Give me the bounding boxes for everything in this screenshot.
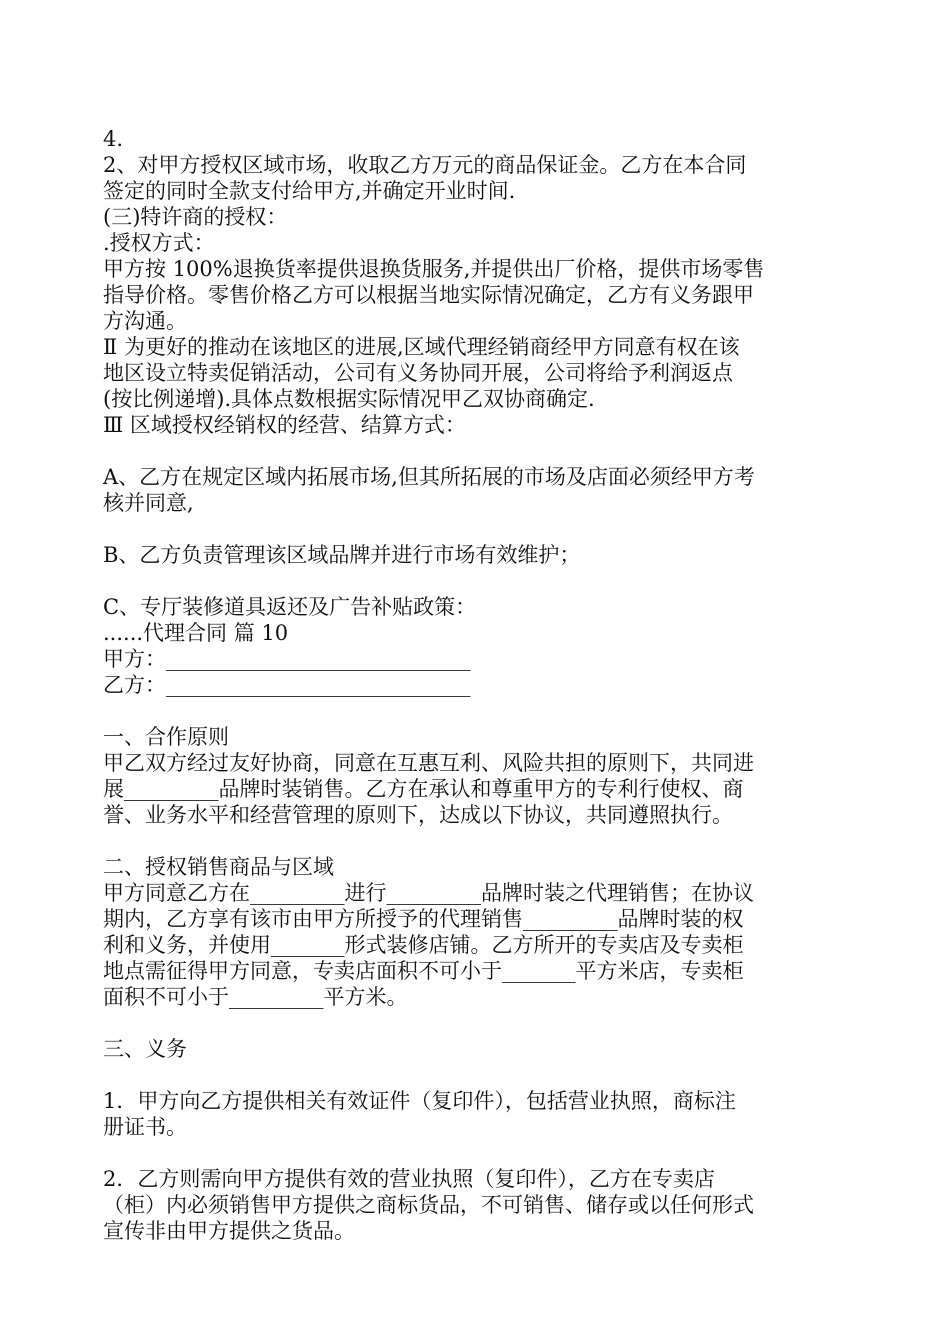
text-line: (三)特许商的授权： [103, 205, 288, 229]
text-line: 指导价格。零售价格乙方可以根据当地实际情况确定，乙方有义务跟甲 [103, 283, 754, 307]
blank-line [103, 438, 853, 464]
text-line: 展_________品牌时装销售。乙方在承认和尊重甲方的专利行使权、商 [103, 777, 744, 801]
text-line: 2．乙方则需向甲方提供有效的营业执照（复印件），乙方在专卖店 [103, 1167, 715, 1191]
text-line: 誉、业务水平和经营管理的原则下，达成以下协议，共同遵照执行。 [103, 803, 733, 827]
text-line: 1．甲方向乙方提供相关有效证件（复印件），包括营业执照，商标注 [103, 1089, 736, 1113]
text-line: C、专厅装修道具返还及广告补贴政策： [103, 595, 477, 619]
text-line: 乙方：_____________________________ [103, 673, 471, 697]
text-line: Ⅲ 区域授权经销权的经营、结算方式： [103, 413, 466, 437]
text-line: 签定的同时全款支付给甲方,并确定开业时间. [103, 179, 516, 203]
text-line: （柜）内必须销售甲方提供之商标货品，不可销售、储存或以任何形式 [103, 1193, 754, 1217]
text-line: 2、对甲方授权区域市场，收取乙方万元的商品保证金。乙方在本合同 [103, 153, 747, 177]
document-page [103, 126, 853, 1244]
blank-line [103, 1140, 853, 1166]
text-line: 期内，乙方享有该市由甲方所授予的代理销售_________品牌时装的权 [103, 907, 744, 931]
text-line: 核并同意, [103, 491, 194, 515]
text-line: 地点需征得甲方同意，专卖店面积不可小于_______平方米店，专卖柜 [103, 959, 744, 983]
blank-line [103, 1062, 853, 1088]
text-line: 方沟通。 [103, 309, 187, 333]
text-line: 甲方：_____________________________ [103, 647, 471, 671]
text-line: Ⅱ 为更好的推动在该地区的进展,区域代理经销商经甲方同意有权在该 [103, 335, 740, 359]
text-line: B、乙方负责管理该区域品牌并进行市场有效维护； [103, 543, 581, 567]
text-line: 利和义务，并使用_______形式装修店铺。乙方所开的专卖店及专卖柜 [103, 933, 744, 957]
text-line: (按比例递增).具体点数根据实际情况甲乙双协商确定. [103, 387, 595, 411]
text-line: 甲方同意乙方在_________进行_________品牌时装之代理销售；在协议 [103, 881, 754, 905]
text-line: 一、合作原则 [103, 725, 229, 749]
text-line: 地区设立特卖促销活动，公司有义务协同开展，公司将给予利润返点 [103, 361, 733, 385]
blank-line [103, 698, 853, 724]
blank-line [103, 828, 853, 854]
text-line: 三、义务 [103, 1037, 187, 1061]
text-line: .授权方式： [103, 231, 215, 255]
text-line: A、乙方在规定区域内拓展市场,但其所拓展的市场及店面必须经甲方考 [103, 465, 755, 489]
text-line: 甲方按 100%退换货率提供退换货服务,并提供出厂价格，提供市场零售 [103, 257, 765, 281]
text-line: 二、授权销售商品与区域 [103, 855, 334, 879]
text-line: 宣传非由甲方提供之货品。 [103, 1219, 355, 1243]
text-line: 册证书。 [103, 1115, 187, 1139]
blank-line [103, 568, 853, 594]
text-line: 甲乙双方经过友好协商，同意在互惠互利、风险共担的原则下，共同进 [103, 751, 754, 775]
blank-line [103, 1010, 853, 1036]
text-line: 4. [103, 127, 124, 151]
blank-line [103, 516, 853, 542]
text-line: ......代理合同 篇 10 [103, 621, 289, 645]
text-line: 面积不可小于_________平方米。 [103, 985, 408, 1009]
